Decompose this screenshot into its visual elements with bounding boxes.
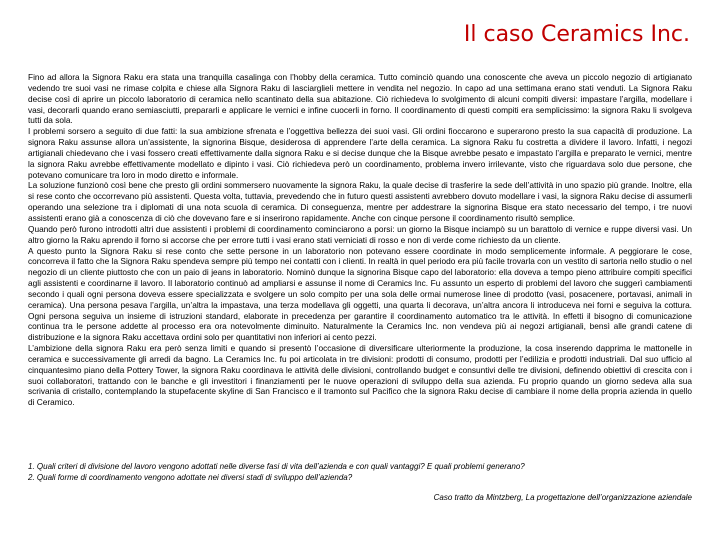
page-title: Il caso Ceramics Inc. bbox=[463, 22, 690, 47]
question-item: 2. Quali forme di coordinamento vengono adottate nei diversi stadi di sviluppo dell’azienda? bbox=[28, 472, 353, 482]
paragraph: Fino ad allora la Signora Raku era stata una tranquilla casalinga con l’hobby della ceramica. Tutto cominciò quando una conoscente che aveva un piccolo negozio di artigianato vedendo tre suoi vasi ne rimase colpita e chiese alla Signora Raku di lasciarglieli mettere in vendita nel negozio. In capo ad una settimana erano stati venduti. La Signora Raku decise così di aprire un piccolo laboratorio di ceramica nello scantinato della sua abitazione. Ciò richiedeva lo svolgimento di alcuni compiti diversi: impastare l’argilla, modellare i vasi, decorarli quando erano semiasciutti, prepararli e applicare le vernici e infine cuocerli in forno. Il coordinamento di questi compiti era semplicissimo: la signora Raku li svolgeva tutti da sola. bbox=[28, 72, 692, 126]
case-body bbox=[28, 72, 692, 408]
paragraph: I problemi sorsero a seguito di due fatti: la sua ambizione sfrenata e l’oggettiva bellezza dei suoi vasi. Gli ordini fioccarono e superarono presto la sua capacità di produzione. La signora Raku assunse allora un’assistente, la signorina Bisque, desiderosa di apprendere l’arte della ceramica. La signora Raku fu costretta a dividere il lavoro. Infatti, i negozi artigianali chiedevano che i vasi fossero creati effettivamente dalla signora Raku e si decise dunque che la Bisque avrebbe pesato e impastato l’argilla e preparato le vernici, mentre la signora Raku avrebbe effettivamente modellato e dipinto i vasi. Ciò richiedeva però un coordinamento, problema invero irrilevante, visto che riguardava solo due persone, che potevano comunicare tra loro in modo diretto e informale. bbox=[28, 126, 692, 180]
paragraph: La soluzione funzionò così bene che presto gli ordini sommersero nuovamente la signora Raku, la quale decise di trasferire la sede dell’attività in uno spazio più grande. Inoltre, ella si rese conto che occorrevano più assistenti. Questa volta, tuttavia, prevedendo che in futuro questi assistenti avrebbero dovuto modellare i vasi, la signora Raku decise di assumerli operando una selezione tra i diplomati di una nota scuola di ceramica. Di conseguenza, mentre per addestrare la signorina Bisque era stato necessario del tempo, i tre nuovi assistenti erano già a conoscenza di ciò che dovevano fare e si inserirono rapidamente. Anche con cinque persone il coordinamento risultò semplice. bbox=[28, 180, 692, 223]
paragraph: Quando però furono introdotti altri due assistenti i problemi di coordinamento cominciarono a porsi: un giorno la Bisque inciampò su un barattolo di vernice e ruppe diversi vasi. Un altro giorno la Raku aprendo il forno si accorse che per errore tutti i vasi erano stati verniciati di rosso e non di verde come richiesto da un cliente. bbox=[28, 223, 692, 245]
source-citation: Caso tratto da Mintzberg, La progettazione dell’organizzazione aziendale bbox=[433, 493, 692, 502]
paragraph: A questo punto la Signora Raku si rese conto che sette persone in un laboratorio non potevano essere coordinate in modo semplicemente informale. A peggiorare le cose, concorreva il fatto che la Signora Raku spendeva sempre più tempo nei contatti con i clienti. In realtà in quel periodo era più facile trovarla con un vestito di sartoria nello studio o nel negozio di un cliente piuttosto che con un paio di jeans in laboratorio. Nominò dunque la signorina Bisque capo del laboratorio: ella doveva a tempo pieno attribuire compiti specifici agli assistenti e coordinarne il lavoro. Il laboratorio continuò ad ampliarsi e assunse il nome di Ceramics Inc. Fu assunto un esperto di problemi del lavoro che suggerì cambiamenti secondo i quali ogni persona doveva essere specializzata e svolgere un solo compito per una sola delle ormai numerose linee di prodotto (vasi, posacenere, portavasi, animali in ceramica). Una persona pesava l’argilla, un’altra la impastava, una terza modellava gli oggetti, una quarta li decorava, un’altra ancora li introduceva nei forni e seguiva la cottura. Ogni persona seguiva un insieme di istruzioni standard, elaborate in precedenza per garantire il coordinamento automatico tra le attività. In effetti il bisogno di comunicazione continua tra le persone addette al processo era ora notevolmente diminuito. Naturalmente la Ceramics Inc. non vendeva più ai negozi artigianali, bensì alle grandi catene di distribuzione e la signora Raku accettava ordini solo per quantitativi non inferiori ai cento pezzi. bbox=[28, 245, 692, 343]
question-item: 1. Quali criteri di divisione del lavoro vengono adottati nelle diverse fasi di vita dell’azienda e con quali vantaggi? E quali problemi generano? bbox=[28, 462, 525, 471]
question-list bbox=[28, 462, 692, 483]
paragraph: L’ambizione della signora Raku era però senza limiti e quando si presentò l’occasione di diversificare ulteriormente la produzione, la cosa inserendo dapprima le mattonelle in ceramica e successivamente gli arredi da bagno. La Ceramics Inc. fu poi articolata in tre divisioni: prodotti di consumo, prodotti per l’edilizia e prodotti industriali. Dal suo ufficio al cinquantesimo piano della Pottery Tower, la signora Raku coordinava le attività delle divisioni, controllando budget e consuntivi delle tre divisioni, definendo obiettivi di crescita con i suoi collaboratori, trattando con le banche e gli investitori i finanziamenti per le nuove operazioni di sviluppo della sua azienda. Fu proprio quando un giorno sedeva alla sua scrivania di cristallo, contemplando la stupefacente skyline di San Francisco e il tramonto sul Pacifico che la signora Raku decise di cambiare il nome della propria azienda in quello di Ceramico. bbox=[28, 343, 692, 408]
